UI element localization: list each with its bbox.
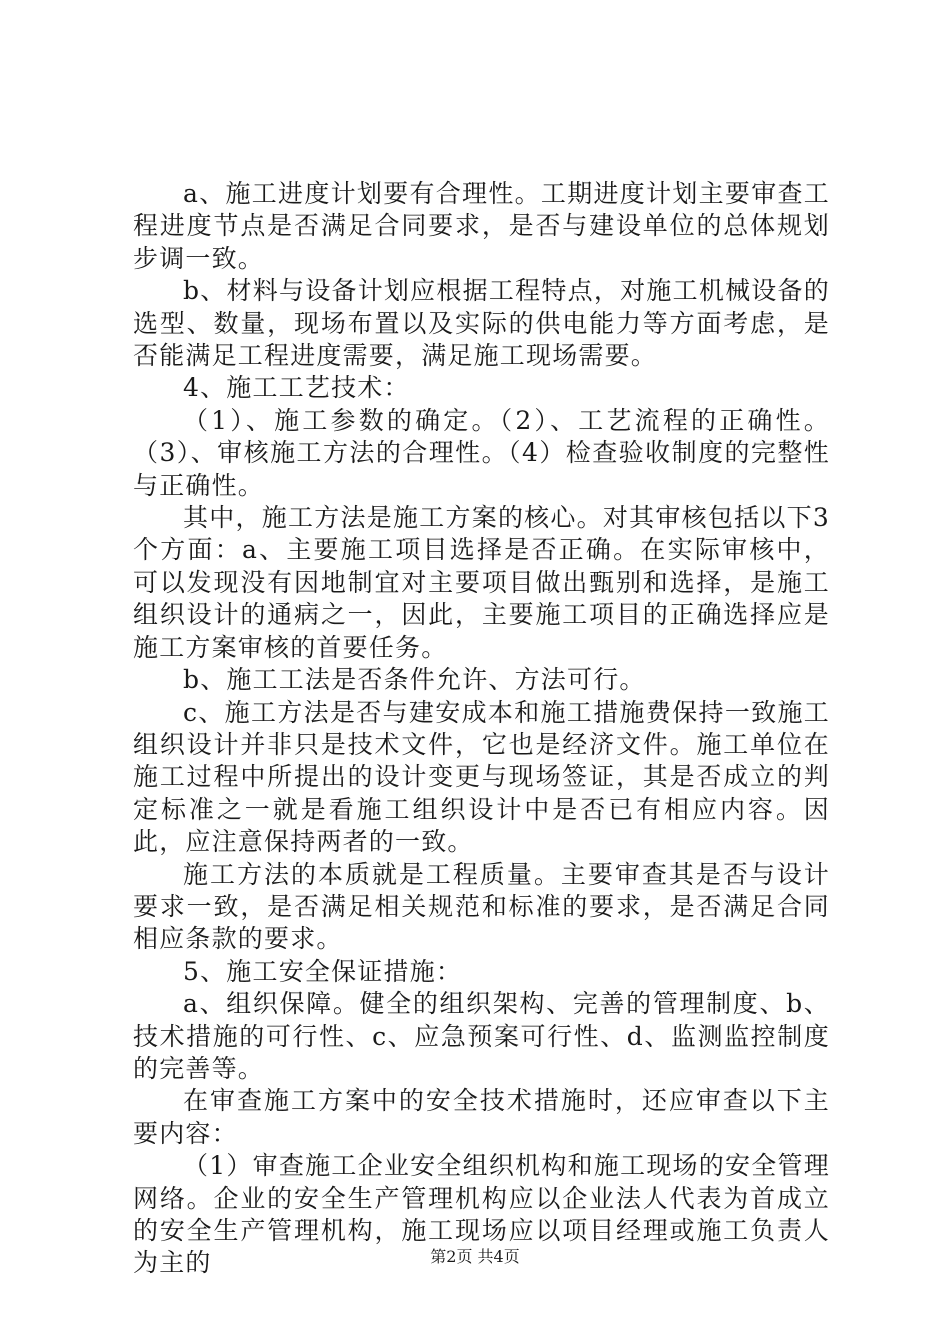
document-body xyxy=(133,178,830,1280)
heading-process-technology: 4、施工工艺技术： xyxy=(183,373,410,403)
paragraph-materials: b、材料与设备计划应根据工程特点，对施工机械设备的选型、数量，现场布置以及实际的供电能力等方面考虑，是否能满足工程进度需要，满足施工现场需要。 xyxy=(133,276,830,371)
page-number-footer: 第2页 共4页 xyxy=(430,1247,520,1266)
paragraph-method-quality: 施工方法的本质就是工程质量。主要审查其是否与设计要求一致，是否满足相关规范和标准的要求，是否满足合同相应条款的要求。 xyxy=(133,859,830,954)
paragraph-construction-method: 其中，施工方法是施工方案的核心。对其审核包括以下3个方面：a、主要施工项目选择是否正确。在实际审核中，可以发现没有因地制宜对主要项目做出甄别和选择，是施工组织设计的通病之一，因此，主要施工项目的正确选择应是施工方案审核的首要任务。 xyxy=(133,503,830,662)
paragraph-safety-organization: （1）审查施工企业安全组织机构和施工现场的安全管理网络。企业的安全生产管理机构应以企业法人代表为首成立的安全生产管理机构，施工现场应以项目经理或施工负责人为主的 xyxy=(133,1151,830,1278)
paragraph-method-cost: c、施工方法是否与建安成本和施工措施费保持一致施工组织设计并非只是技术文件，它也是经济文件。施工单位在施工过程中所提出的设计变更与现场签证，其是否成立的判定标准之一就是看施工组织设计中是否已有相应内容。因此，应注意保持两者的一致。 xyxy=(133,697,830,857)
paragraph-process-items: （1）、施工参数的确定。（2）、工艺流程的正确性。（3）、审核施工方法的合理性。（4）检查验收制度的完整性与正确性。 xyxy=(133,405,830,500)
paragraph-method-feasibility: b、施工工法是否条件允许、方法可行。 xyxy=(183,665,646,695)
paragraph-safety-review: 在审查施工方案中的安全技术措施时，还应审查以下主要内容： xyxy=(133,1086,830,1148)
paragraph-organization: a、组织保障。健全的组织架构、完善的管理制度、b、技术措施的可行性、c、应急预案可行性、d、监测监控制度的完善等。 xyxy=(133,989,830,1083)
paragraph-schedule: a、施工进度计划要有合理性。工期进度计划主要审查工程进度节点是否满足合同要求，是否与建设单位的总体规划步调一致。 xyxy=(133,179,830,273)
heading-safety-measures: 5、施工安全保证措施： xyxy=(183,956,463,986)
